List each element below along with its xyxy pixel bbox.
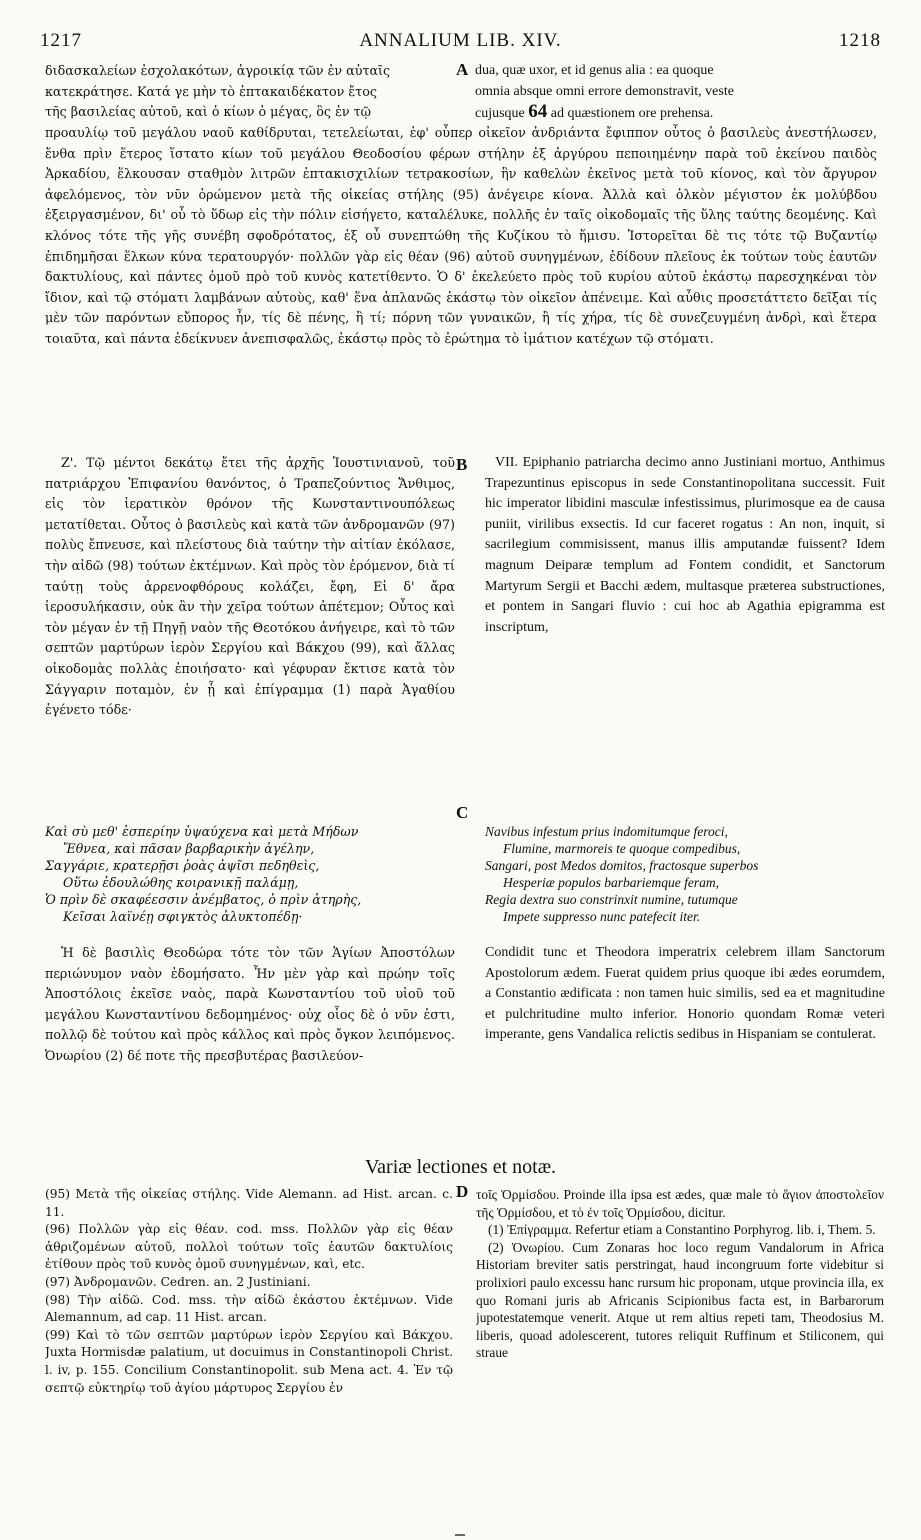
- section-vii-greek: [45, 453, 455, 805]
- theodora-latin: [485, 943, 885, 1129]
- latin-line-end: ad quæstionem ore prehensa.: [550, 106, 714, 122]
- margin-letter-d: D: [456, 1182, 469, 1201]
- note-item: (98) Τὴν αἰδῶ. Cod. mss. τὴν αἰδῶ ἑκάστου ἐκτέμνων. Vide Alemannum, ad cap. 11 Hist. arcan.: [45, 1292, 453, 1325]
- note-item: (1) Ἐπίγραμμα. Refertur etiam a Constantino Porphyrog. lib. i, Them. 5.: [488, 1222, 876, 1238]
- top-latin-line-3: [475, 102, 880, 125]
- top-greek-line: τῆς βασιλείας αὐτοῦ, καὶ ὁ κίων ὁ μέγας, ὃς ἐν τῷ: [45, 104, 371, 120]
- poem-line: Κεῖσαι λαϊνέῃ σφιγκτὸς ἀλυκτοπέδῃ·: [63, 909, 303, 924]
- top-latin-line: dua, quæ uxor, et id genus alia : ea quoque: [475, 63, 714, 78]
- note-item: (99) Καὶ τὸ τῶν σεπτῶν μαρτύρων ἱερὸν Σεργίου καὶ Βάκχου. Juxta Hormisdæ palatium, ut docuimus in Constantinopoli Christ. l. iv, p. 155. Concilium Constantinopolit. sub Mena act. 4. Ἐν τῷ σεπτῷ εὐκτηρίῳ τοῦ ἁγίου μάρτυρος Σεργίου ἐν: [45, 1327, 453, 1395]
- poem-line: Ὁ πρὶν δὲ σκαφέεσσιν ἀνέμβατος, ὁ πρὶν ἀτηρὴς,: [45, 892, 362, 907]
- section-vii-latin: [485, 453, 885, 743]
- note-item: (2) Ὀνωρίου. Cum Zonaras hoc loco regum Vandalorum in Africa Historiam breviter satis perstringat, haud incongruum forte videbitur si prolixiori paulo excessu hanc rursum hic proponam, utque provincia illa, ex quo Romani juris ab Africanis Scipionibus facta est, in Barbarorum jupotestatemque venerit. Atque ut rem altius repeti tam, Theodosius M. liberis, quoad adolescerent, tutores reliquit Ruffinum et Stiliconem, qui straue: [476, 1239, 884, 1361]
- marker-64: 64: [528, 101, 548, 123]
- top-latin-line: omnia absque omni errore demonstravit, veste: [475, 83, 734, 99]
- poem-line: Οὕτω ἐδουλώθης κοιρανικῇ παλάμῃ,: [63, 875, 299, 890]
- margin-letter-b: B: [456, 455, 468, 474]
- poem-line: Hesperiæ populos barbariemque feram,: [503, 875, 719, 890]
- margin-letter-a: A: [456, 60, 469, 79]
- notes-heading: Variæ lectiones et notæ.: [364, 1156, 557, 1178]
- top-latin-lines: [475, 61, 880, 127]
- folio-mark: [455, 1534, 465, 1536]
- poem-line: Καὶ σὺ μεθ' ἑσπερίην ὑψαύχενα καὶ μετὰ Μήδων: [45, 824, 359, 839]
- note-item: τοῖς Ὁρμίσδου. Proinde illa ipsa est ædes, quæ male τὸ ἅγιον ἀποστολεῖον τῆς Ὁρμίσδου, et τὸ ἐν τοῖς Ὁρμίσδου, dicitur.: [476, 1187, 884, 1220]
- top-greek-lines: [45, 61, 455, 127]
- page-number-left: 1217: [40, 30, 82, 51]
- page-number-right: 1218: [839, 30, 881, 51]
- poem-line: Impete suppresso nunc patefecit iter.: [503, 909, 701, 924]
- top-greek-line: κατεκράτησε. Κατά γε μὴν τὸ ἑπτακαιδέκατον ἔτος: [45, 83, 377, 99]
- latin-prefix: cujusque: [475, 106, 525, 122]
- top-greek-fullwidth: [45, 123, 877, 446]
- poem-line: Navibus infestum prius indomitumque feroci,: [485, 824, 728, 839]
- poem-line: Σαγγάριε, κρατερῇσι ῥοὰς ἁψῖσι πεδηθεὶς,: [45, 858, 320, 873]
- notes-left-column: [45, 1186, 453, 1496]
- running-header: [40, 30, 881, 54]
- margin-letter-c: C: [456, 803, 469, 822]
- theodora-greek: [45, 943, 455, 1129]
- poem-line: Regia dextra suo constrinxit numine, tutumque: [485, 892, 738, 907]
- greek-paragraph: Ἡ δὲ βασιλὶς Θεοδώρα τότε τὸν τῶν Ἁγίων Ἀποστόλων περιώνυμον ναὸν ἐδομήσατο. Ἦν μὲν γὰρ καὶ πρώην τοῖς Ἀποστόλοις ἐκεῖσε ναὸς, παρὰ Κωνσταντίου τοῦ υἱοῦ τοῦ μεγάλου Κωνσταντίνου δεδομημένος· οὐχ οἷος δὲ ὁ νῦν ἐστι, πολλῷ δὲ τούτου καὶ πρὸς κάλλος καὶ πρὸς ὄγκον λειπόμενος. Ὀνωρίου (2) δέ ποτε τῆς πρεσβυτέρας βασιλεύον-: [45, 945, 455, 1063]
- note-item: (97) Ἀνδρομανῶν. Cedren. an. 2 Justiniani.: [45, 1274, 311, 1289]
- note-item: (96) Πολλῶν γὰρ εἰς θέαν. cod. mss. Πολλῶν γὰρ εἰς θέαν ἀθριζομένων αὐτοῦ, πολλοὶ τούτων τοῖς ἑαυτῶν δακτυλίοις ἐτίθουν πρὸς τοῦ κυνὸς ὁμοῦ συνηγμένων, καὶ, etc.: [45, 1222, 453, 1272]
- latin-paragraph: Condidit tunc et Theodora imperatrix celebrem illam Sanctorum Apostolorum ædem. Fuerat quidem prius quoque ibi ædes eorumdem, a Constantio ædificata : non tamen huic similis, sed ea et magnitudine et pulchritudine multo inferior. Honorio quondam Romæ veteri imperante, gens Vandalica relictis sedibus in Hispaniam se contulerat.: [485, 945, 885, 1043]
- poem-latin: [485, 823, 885, 931]
- latin-paragraph: VII. Epiphanio patriarcha decimo anno Justiniani mortuo, Anthimus Trapezuntinus episcopus in sede Constantinopolitana successit. Fuit hic imperator libidini masculæ infestissimus, plurimosque ea de causa puniit, virilibus exsectis. Id cur faceret rogatus : An non, inquit, si sacrilegium commisissent, manus illis amputandæ fuissent? Idem magnum Deiparæ templum ad Fontem condidit, et Sanctorum Martyrum Sergii et Bacchi ædem, multasque præterea substructiones, et pontem in Sangari fluvio : cui hoc ab Agathia epigramma est inscriptum,: [485, 455, 885, 635]
- notes-right-column: [476, 1186, 884, 1496]
- top-greek-line: διδασκαλείων ἐσχολακότων, ἀγροικίᾳ τῶν ἐν αὐταῖς: [45, 63, 391, 78]
- poem-greek: [45, 823, 455, 931]
- poem-line: Ἔθνεα, καὶ πᾶσαν βαρβαρικὴν ἀγέλην,: [63, 841, 315, 856]
- greek-paragraph: προαυλίῳ τοῦ μεγάλου ναοῦ καθίδρυται, τετελείωται, ἐφ' οὗπερ οἰκεῖον ἀνδριάντα ἔφιππον οὗτος ὁ βασιλεὺς ἀνεστήλωσεν, ἔνθα πρὶν ἕτερος ἵστατο κίων τοῦ μεγάλου Θεοδοσίου φέρων στήλην ἐξ ἀργύρου πεποιημένην παρὰ τοῦ ἐκείνου παιδὸς Ἀρκαδίου, ἕλκουσαν σταθμὸν λιτρῶν ἑπτακισχιλίων τετρακοσίων, ἣν καθελὼν ἐκεῖνος μετὰ τοῦ κίονος, καὶ τὸν ἄργυρον ἀφελόμενος, τὸν νῦν ὁρώμενον μετὰ τῆς οἰκείας στήλης (95) ἀνέγειρε κίονα. Ἀλλὰ καὶ ὁλκὸν μέγιστον ἐκ μολύβδου ἐξειργασμένον, δι' οὗ τὸ ὕδωρ εἰς τὴν πόλιν εἰσήγετο, καταλέλυκε, πολλῆς ἐν ταῖς οἰκοδομαῖς τῆς ὕλης ταύτης δεομένης. Καὶ κλόνος τότε τῆς γῆς συνέβη σφοδρότατος, ἐξ οὗ συνεπτώθη τῆς Κυζίκου τὸ ἥμισυ. Ἱστορεῖται δὲ τις τότε τῷ Βυζαντίῳ ἐπιδημῆσαι ἕλκων κύνα τερατουργόν· πολλῶν γὰρ εἰς θέαν (96) αὐτοῦ συνηγμένων, ἐδίδουν πλεῖους ἐκ τούτων τοὺς ἑαυτῶν δακτυλίους, καὶ πάντες ὁμοῦ πρὸ τοῦ κυνὸς κατετίθεντο. Ὁ δ' ἐκελεύετο πρὸς τοῦ κυρίου αὐτοῦ ἑκάστῳ παρεσχηκέναι τὸν ἴδιον, καὶ τῷ στόματι λαμβάνων αὐτοὺς, καθ' ἕνα ἀπλανῶς ἑκάστῳ τὸν οἰκεῖον ἀπένειμε. Καὶ αὖθις προσετάττετο δεῖξαι τίς μὲν τῶν παρόντων εὔπορος ἦν, τίς δὲ πένης, ἢ τί; πόρνη τῶν γυναικῶν, ἢ τίς χήρα, τίς δὲ συνεζευγμένη ἀνδρὶ, καὶ ἕτερα τοιαῦτα, καὶ πάντα ἐδείκνυεν ἀνεπισφαλῶς, ἑκάστῳ πρὸς τὸ ἐρώτημα τὸ ἱμάτιον κατέχων τῷ στόματι.: [45, 125, 877, 346]
- note-item: (95) Μετὰ τῆς οἰκείας στήλης. Vide Alemann. ad Hist. arcan. c. 11.: [45, 1187, 453, 1219]
- poem-line: Flumine, marmoreis te quoque compedibus,: [503, 841, 741, 856]
- poem-line: Sangari, post Medos domitos, fractosque superbos: [485, 858, 759, 873]
- running-title: ANNALIUM LIB. XIV.: [359, 30, 562, 51]
- greek-paragraph: Ζ'. Τῷ μέντοι δεκάτῳ ἔτει τῆς ἀρχῆς Ἰουστινιανοῦ, τοῦ πατριάρχου Ἐπιφανίου θανόντος, ὁ Τραπεζούντιος Ἄνθιμος, εἰς τὸν ἱερατικὸν θρόνον τῆς Κωνσταντινουπόλεως μετατίθεται. Οὗτος ὁ βασιλεὺς καὶ κατὰ τῶν ἀνδρομανῶν (97) πολὺς ἔπνευσε, καὶ πλείστους διὰ ταύτην τὴν αἰτίαν ἐκόλασε, τὴν αἰδῶ (98) τούτων ἐκτέμνων. Καὶ πρὸς τὸν ἐρόμενον, διὰ τί ταύτῃ τοὺς ἀρρενοφθόρους κολάζει, ἔφη, Εἰ δ' ἄρα ἱεροσυλήκασιν, οὐκ ἂν τὴν χεῖρα τούτων ἀπέτεμον; Οὗτος καὶ τὸν μέγαν ἐν τῇ Πηγῇ ναὸν τῆς Θεοτόκου ἀνήγειρε, καὶ τὸ τῶν σεπτῶν μαρτύρων ἱερὸν Σεργίου καὶ Βάκχου (99), καὶ ἄλλας οἰκοδομὰς πολλὰς ἐποιήσατο· καὶ γέφυραν ἔκτισε κατὰ τὸν Σάγγαριν ποταμὸν, ἐν ᾗ καὶ ἐπίγραμμα (1) παρὰ Ἀγαθίου ἐγένετο τόδε·: [45, 455, 455, 718]
